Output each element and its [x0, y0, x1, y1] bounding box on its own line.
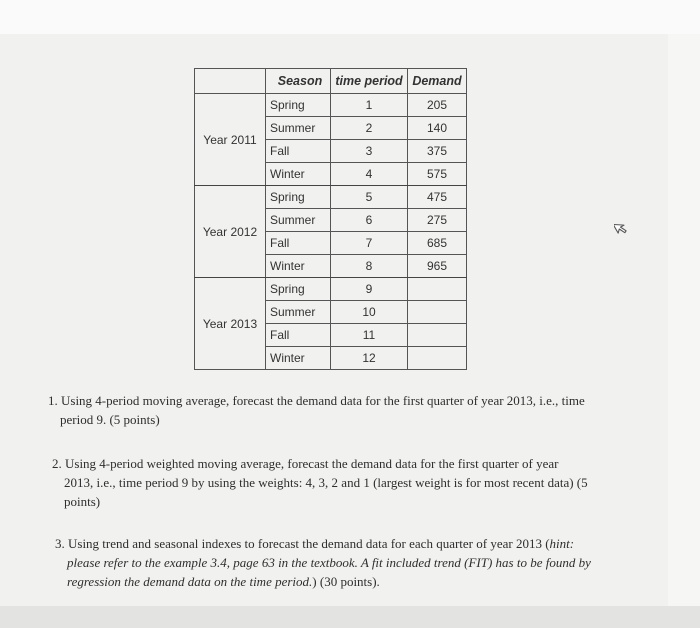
season-cell: Spring [266, 278, 331, 301]
question-2-line-2: 2013, i.e., time period 9 by using the weights: 4, 3, 2 and 1 (largest weight is for most recent data) (5 [64, 475, 588, 490]
demand-cell: 205 [408, 94, 467, 117]
period-cell: 7 [331, 232, 408, 255]
season-cell: Winter [266, 347, 331, 370]
demand-table [194, 68, 467, 370]
right-margin [668, 34, 700, 628]
demand-cell: 575 [408, 163, 467, 186]
demand-cell: 475 [408, 186, 467, 209]
demand-cell: 275 [408, 209, 467, 232]
year-label: Year 2012 [195, 186, 266, 278]
period-cell: 9 [331, 278, 408, 301]
season-cell: Spring [266, 186, 331, 209]
table-row [195, 94, 467, 117]
season-cell: Summer [266, 301, 331, 324]
demand-cell [408, 301, 467, 324]
demand-cell: 685 [408, 232, 467, 255]
period-cell: 2 [331, 117, 408, 140]
question-1-line-2: period 9. (5 points) [60, 412, 160, 427]
period-cell: 3 [331, 140, 408, 163]
season-cell: Summer [266, 209, 331, 232]
table-row [195, 278, 467, 301]
header-blank-cell [195, 69, 266, 94]
header-season: Season [266, 69, 331, 94]
season-cell: Fall [266, 140, 331, 163]
question-3 [55, 534, 655, 591]
season-cell: Summer [266, 117, 331, 140]
mouse-pointer-icon [614, 219, 630, 237]
period-cell: 5 [331, 186, 408, 209]
period-cell: 11 [331, 324, 408, 347]
question-3-hint: hint: [549, 536, 575, 551]
season-cell: Winter [266, 255, 331, 278]
season-cell: Spring [266, 94, 331, 117]
period-cell: 12 [331, 347, 408, 370]
question-2-line-1: 2. Using 4-period weighted moving average, forecast the demand data for the first quarter of year [52, 456, 559, 471]
demand-cell [408, 278, 467, 301]
question-1-line-1: 1. Using 4-period moving average, forecast the demand data for the first quarter of year 2013, i.e., time [48, 393, 585, 408]
season-cell: Fall [266, 232, 331, 255]
table-header-row [195, 69, 467, 94]
question-1 [48, 391, 660, 429]
demand-cell: 965 [408, 255, 467, 278]
demand-cell [408, 324, 467, 347]
period-cell: 4 [331, 163, 408, 186]
question-3-line-2: please refer to the example 3.4, page 63 in the textbook. A fit included trend (FIT) has to be found by [67, 555, 591, 570]
table-row [195, 186, 467, 209]
year-label: Year 2013 [195, 278, 266, 370]
demand-cell [408, 347, 467, 370]
year-label: Year 2011 [195, 94, 266, 186]
question-2-line-3: points) [64, 494, 101, 509]
period-cell: 6 [331, 209, 408, 232]
demand-cell: 375 [408, 140, 467, 163]
period-cell: 8 [331, 255, 408, 278]
period-cell: 1 [331, 94, 408, 117]
bottom-margin [0, 606, 700, 628]
demand-cell: 140 [408, 117, 467, 140]
season-cell: Winter [266, 163, 331, 186]
question-3-line-3-tail: ) (30 points). [312, 574, 380, 589]
season-cell: Fall [266, 324, 331, 347]
header-time-period: time period [331, 69, 408, 94]
header-demand: Demand [408, 69, 467, 94]
top-margin [0, 0, 700, 34]
question-2 [52, 454, 658, 511]
question-3-line-1: 3. Using trend and seasonal indexes to forecast the demand data for each quarter of year 2013 ( [55, 536, 550, 551]
period-cell: 10 [331, 301, 408, 324]
question-3-line-3: regression the demand data on the time period. [67, 574, 313, 589]
